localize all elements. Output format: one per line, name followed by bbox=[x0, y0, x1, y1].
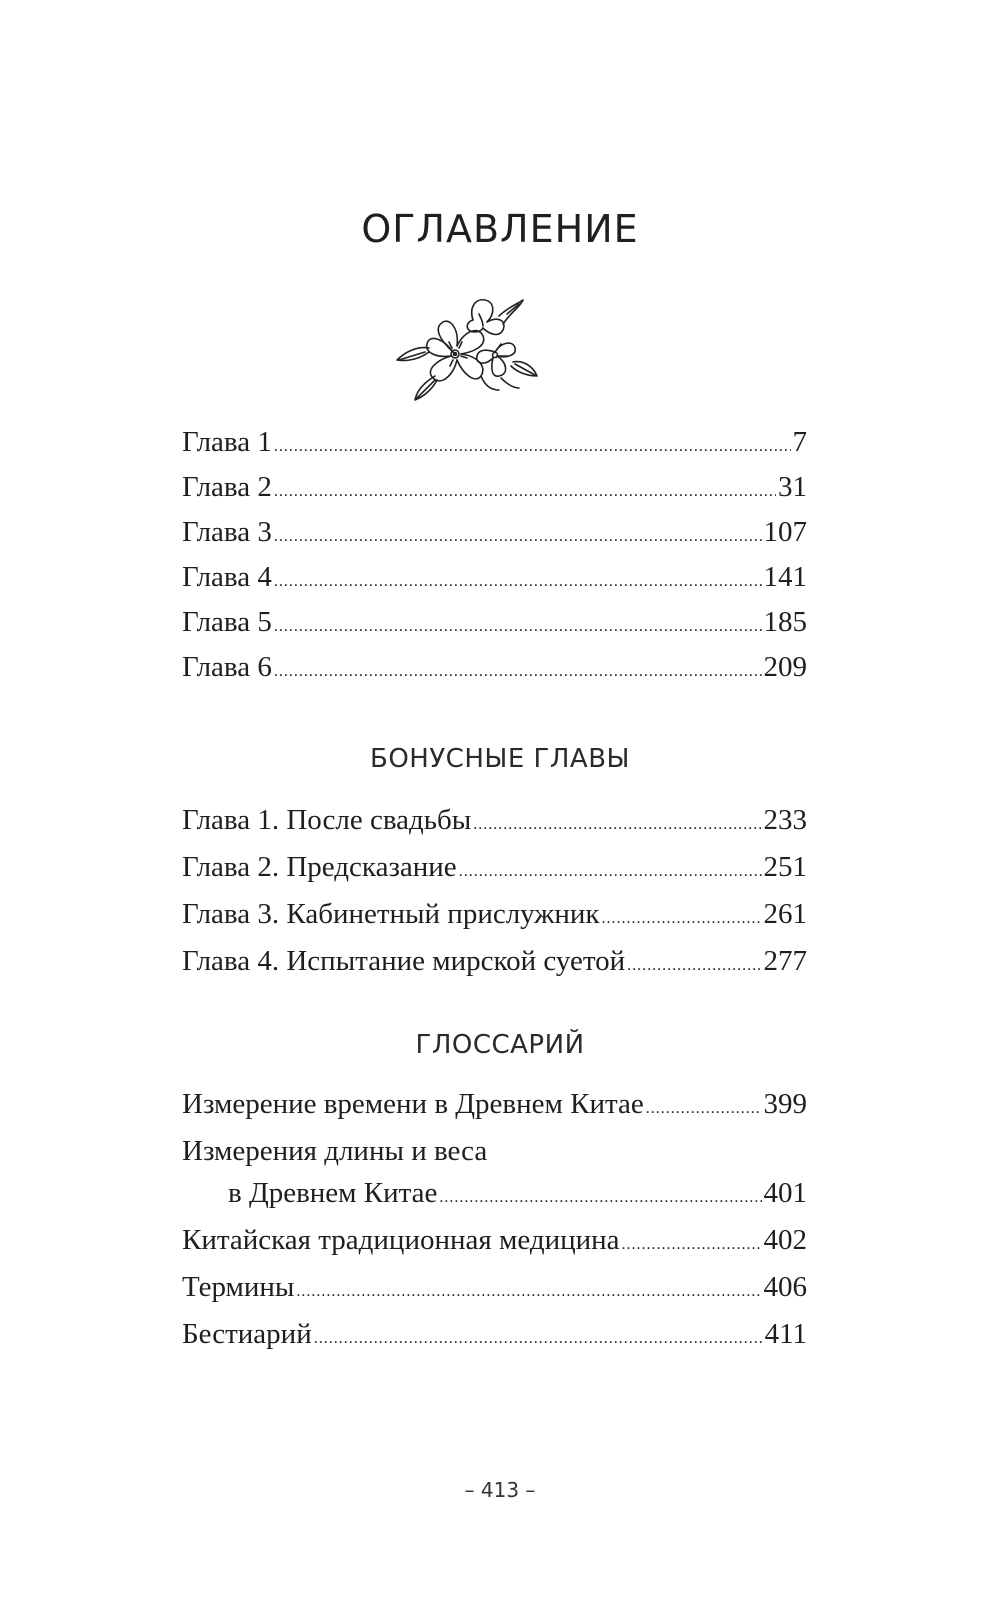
glossary-list bbox=[182, 1090, 807, 1349]
toc-entry-label: Глава 5 bbox=[182, 606, 272, 638]
toc-entry[interactable] bbox=[182, 1273, 807, 1302]
toc-entry-page: 209 bbox=[763, 651, 807, 683]
dot-leader bbox=[274, 563, 762, 592]
toc-entry-label: Термины bbox=[182, 1271, 295, 1303]
chapters-list bbox=[182, 428, 807, 682]
dot-leader bbox=[646, 1090, 762, 1119]
toc-entry-line bbox=[182, 1179, 807, 1208]
toc-entry-label: Глава 1. После свадьбы bbox=[182, 804, 472, 836]
toc-entry[interactable] bbox=[182, 947, 807, 976]
toc-entry-label: в Древнем Китае bbox=[228, 1177, 438, 1209]
toc-entry-page: 233 bbox=[763, 804, 807, 836]
bonus-list bbox=[182, 806, 807, 976]
toc-entry[interactable] bbox=[182, 608, 807, 637]
toc-entry[interactable] bbox=[182, 563, 807, 592]
toc-entry-page: 31 bbox=[778, 471, 807, 503]
toc-entry-page: 107 bbox=[763, 516, 807, 548]
toc-entry-label: Глава 2. Предсказание bbox=[182, 851, 457, 883]
dot-leader bbox=[296, 1273, 761, 1302]
toc-entry-label: Глава 4. Испытание мирской суетой bbox=[182, 945, 626, 977]
toc-entry-label: Китайская традиционная медицина bbox=[182, 1224, 620, 1256]
toc-entry-page: 411 bbox=[764, 1318, 807, 1350]
toc-entry-page: 185 bbox=[763, 606, 807, 638]
toc-entry-label: Глава 3. Кабинетный прислужник bbox=[182, 898, 600, 930]
toc-entry[interactable] bbox=[182, 1090, 807, 1119]
page-title: ОГЛАВЛЕНИЕ bbox=[361, 207, 639, 251]
toc-entry-multiline[interactable] bbox=[182, 1137, 807, 1208]
toc-entry[interactable] bbox=[182, 1320, 807, 1349]
dot-leader bbox=[627, 947, 761, 976]
toc-entry-label: Глава 4 bbox=[182, 561, 272, 593]
toc-entry[interactable] bbox=[182, 653, 807, 682]
toc-entry-page: 406 bbox=[763, 1271, 807, 1303]
toc-entry-label: Глава 6 bbox=[182, 651, 272, 683]
toc-entry[interactable] bbox=[182, 853, 807, 882]
dot-leader bbox=[274, 473, 776, 502]
toc-entry-page: 277 bbox=[763, 945, 807, 977]
toc-entry[interactable] bbox=[182, 806, 807, 835]
dot-leader bbox=[622, 1226, 762, 1255]
dot-leader bbox=[274, 518, 762, 547]
toc-entry-page: 401 bbox=[763, 1177, 807, 1209]
toc-entry-page: 141 bbox=[763, 561, 807, 593]
dot-leader bbox=[274, 428, 791, 457]
toc-entry-label: Глава 2 bbox=[182, 471, 272, 503]
toc-entry-page: 251 bbox=[763, 851, 807, 883]
dot-leader bbox=[314, 1320, 763, 1349]
bonus-heading: БОНУСНЫЕ ГЛАВЫ bbox=[369, 744, 630, 774]
dot-leader bbox=[274, 608, 762, 637]
toc-entry-label: Бестиарий bbox=[182, 1318, 312, 1350]
toc-entry[interactable] bbox=[182, 900, 807, 929]
toc-entry-label: Измерение времени в Древнем Китае bbox=[182, 1088, 644, 1120]
dot-leader bbox=[473, 806, 761, 835]
glossary-heading: ГЛОССАРИЙ bbox=[415, 1030, 585, 1060]
dot-leader bbox=[459, 853, 762, 882]
toc-entry-page: 7 bbox=[792, 426, 807, 458]
dot-leader bbox=[274, 653, 762, 682]
flower-ornament-icon bbox=[395, 290, 555, 405]
toc-entry-page: 402 bbox=[763, 1224, 807, 1256]
toc-entry-label: Измерения длины и веса bbox=[182, 1135, 488, 1167]
toc-entry[interactable] bbox=[182, 473, 807, 502]
toc-entry[interactable] bbox=[182, 428, 807, 457]
toc-entry-page: 261 bbox=[763, 898, 807, 930]
toc-entry-label: Глава 1 bbox=[182, 426, 272, 458]
toc-entry[interactable] bbox=[182, 518, 807, 547]
dot-leader bbox=[601, 900, 761, 929]
toc-entry-label: Глава 3 bbox=[182, 516, 272, 548]
dot-leader bbox=[439, 1179, 761, 1208]
toc-entry[interactable] bbox=[182, 1226, 807, 1255]
page-number: – 413 – bbox=[464, 1478, 536, 1502]
toc-entry-page: 399 bbox=[763, 1088, 807, 1120]
toc-entry-line bbox=[182, 1137, 807, 1166]
